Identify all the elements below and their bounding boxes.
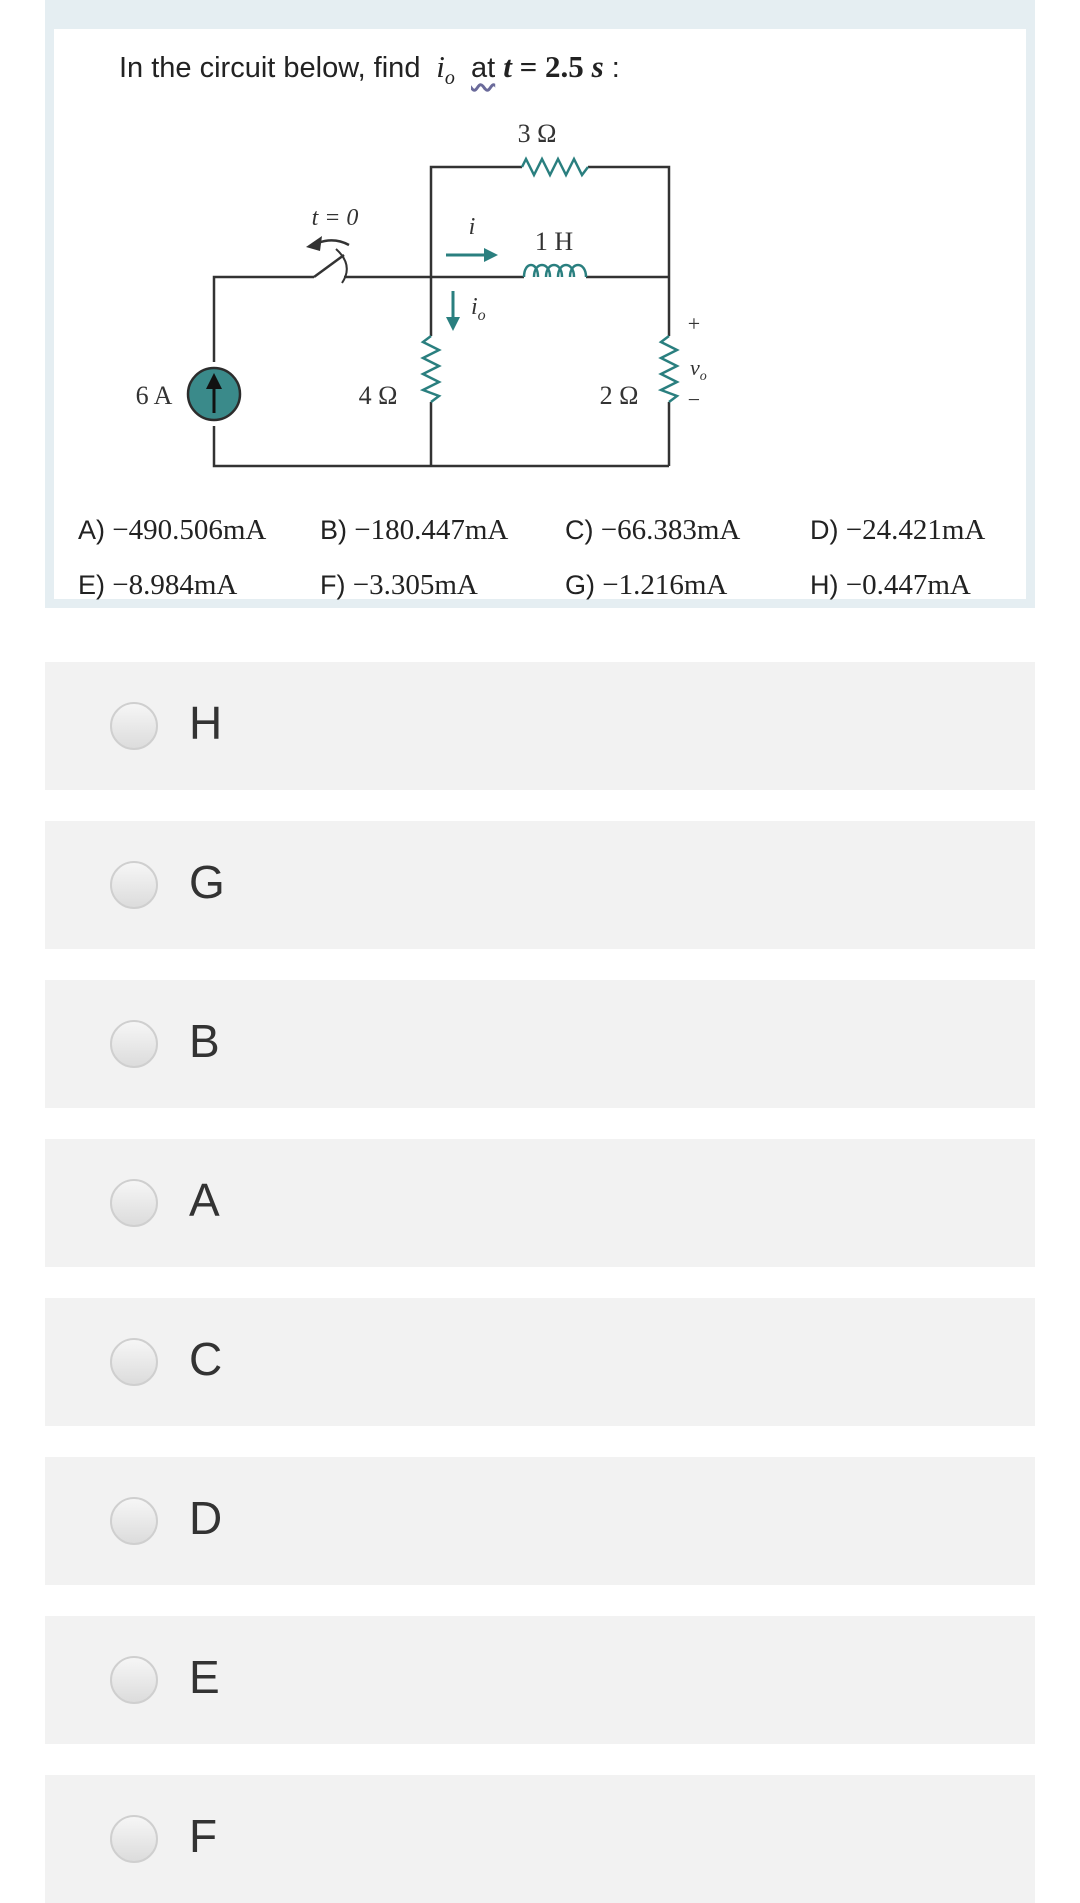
resistor-4ohm-label: 4 Ω: [358, 381, 398, 410]
inductor-label: 1 H: [534, 227, 574, 256]
radio-button-icon[interactable]: [110, 861, 158, 909]
answer-g: G) −1.216mA: [565, 569, 728, 601]
radio-button-icon[interactable]: [110, 1338, 158, 1386]
wire-top-left: [431, 167, 522, 277]
prompt-unit: s: [591, 49, 604, 84]
prompt-text: In the circuit below, find: [119, 52, 421, 84]
vo-label: v: [690, 355, 700, 380]
switch-time-label: t = 0: [311, 205, 359, 231]
answer-h: H) −0.447mA: [810, 569, 971, 601]
svg-text:vo: [690, 355, 707, 384]
vo-minus-sign: −: [687, 387, 701, 412]
option-a[interactable]: [45, 1139, 1035, 1267]
option-label: F: [189, 1810, 218, 1862]
wire-bottom: [214, 426, 669, 466]
prompt-variable-subscript: o: [444, 67, 455, 90]
prompt-at: at: [471, 52, 496, 84]
switch-contact: [336, 249, 347, 283]
circuit-wires: [214, 167, 669, 466]
answer-d: D) −24.421mA: [810, 514, 986, 546]
option-label: C: [189, 1333, 223, 1385]
question-image: [54, 29, 1026, 599]
option-g[interactable]: [45, 821, 1035, 949]
resistor-2ohm-label: 2 Ω: [599, 381, 639, 410]
answer-e: E) −8.984mA: [78, 569, 238, 601]
radio-button-icon[interactable]: [110, 1815, 158, 1863]
option-h[interactable]: [45, 662, 1035, 790]
inductor-icon: [524, 265, 586, 277]
vo-plus-sign: +: [687, 311, 701, 336]
option-label: E: [189, 1651, 220, 1703]
resistor-2ohm-icon: [661, 336, 677, 402]
source-label: 6 A: [135, 381, 173, 410]
switch-arrow-arc: [318, 240, 349, 245]
radio-button-icon[interactable]: [110, 1020, 158, 1068]
prompt-colon: :: [603, 52, 620, 84]
option-label: D: [189, 1492, 223, 1544]
current-io-subscript: o: [477, 307, 486, 324]
prompt-time-variable: t: [503, 49, 512, 84]
prompt-condition: = 2.5: [511, 49, 592, 84]
radio-button-icon[interactable]: [110, 1497, 158, 1545]
option-label: H: [189, 697, 223, 749]
wire-top-right: [588, 167, 669, 277]
prompt-variable: i: [436, 49, 445, 84]
option-label: A: [189, 1174, 220, 1226]
option-e[interactable]: [45, 1616, 1035, 1744]
option-label: G: [189, 856, 225, 908]
switch-arrow-head-icon: [306, 236, 322, 251]
switch-blade: [314, 255, 344, 277]
option-d[interactable]: [45, 1457, 1035, 1585]
vo-subscript: o: [699, 369, 707, 384]
current-io-label: i: [471, 294, 478, 320]
answer-f: F) −3.305mA: [320, 569, 478, 601]
option-c[interactable]: [45, 1298, 1035, 1426]
svg-text:io: [471, 294, 486, 324]
answer-c: C) −66.383mA: [565, 514, 741, 546]
option-label: B: [189, 1015, 220, 1067]
resistor-3ohm-label: 3 Ω: [517, 119, 557, 148]
current-i-arrow-icon: [484, 248, 498, 262]
option-f[interactable]: [45, 1775, 1035, 1903]
radio-button-icon[interactable]: [110, 1179, 158, 1227]
wire-left-top: [214, 277, 314, 362]
answer-b: B) −180.447mA: [320, 514, 509, 546]
resistor-3ohm-icon: [522, 159, 588, 175]
radio-button-icon[interactable]: [110, 702, 158, 750]
radio-button-icon[interactable]: [110, 1656, 158, 1704]
current-i-label: i: [468, 214, 476, 240]
answer-a: A) −490.506mA: [78, 514, 267, 546]
resistor-4ohm-icon: [423, 336, 439, 402]
current-io-arrow-icon: [446, 317, 460, 331]
option-b[interactable]: [45, 980, 1035, 1108]
question-card: [45, 0, 1035, 608]
